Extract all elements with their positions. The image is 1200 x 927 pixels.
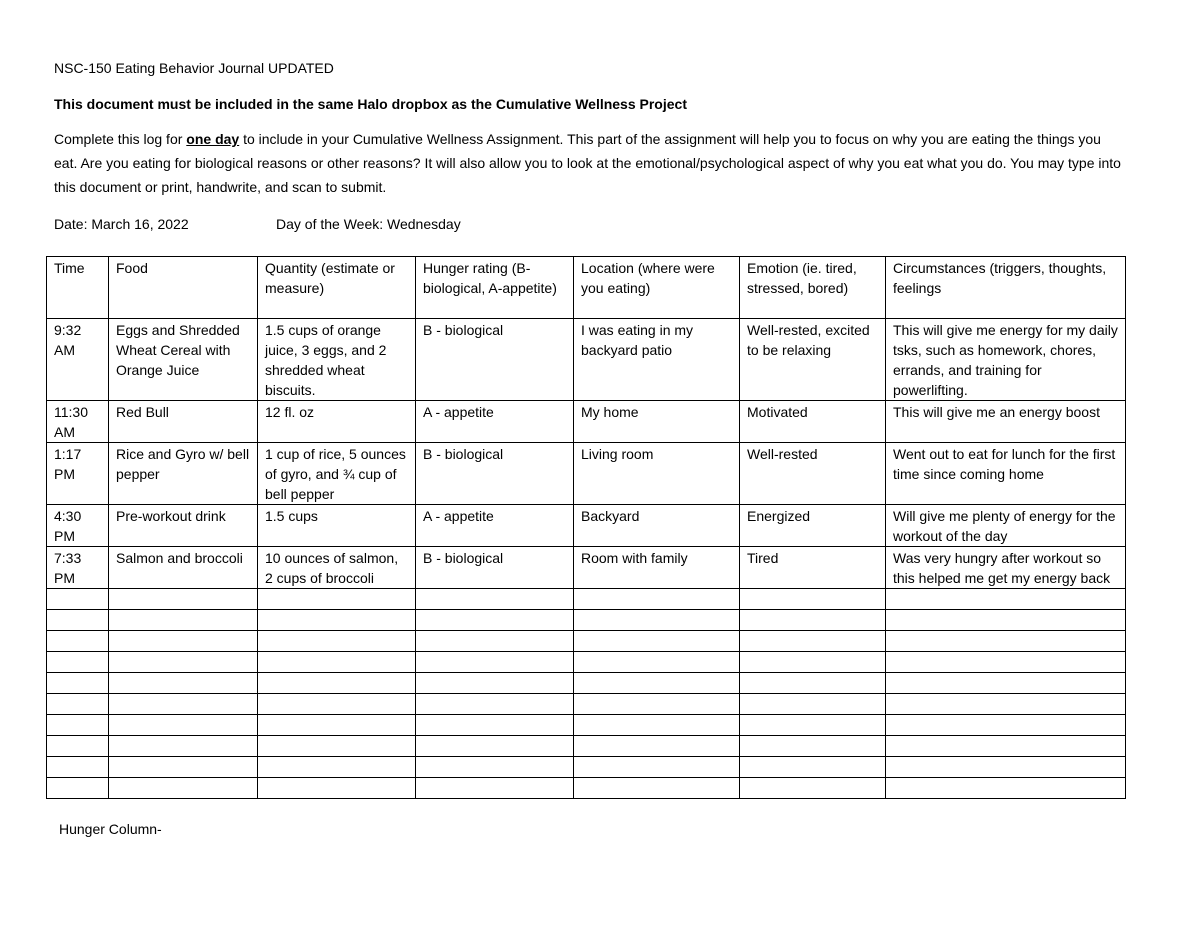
- cell-circumstances[interactable]: Will give me plenty of energy for the workout of the day: [886, 505, 1126, 547]
- empty-table-row: [47, 652, 1126, 673]
- empty-cell-time[interactable]: [47, 610, 109, 631]
- date-field: Date: March 16, 2022: [54, 216, 189, 232]
- empty-cell-food[interactable]: [109, 715, 258, 736]
- cell-hunger-rating[interactable]: B - biological: [416, 443, 574, 505]
- empty-cell-circumstances[interactable]: [886, 631, 1126, 652]
- cell-food[interactable]: Pre-workout drink: [109, 505, 258, 547]
- header-hunger-rating: Hunger rating (B-biological, A-appetite): [416, 257, 574, 319]
- cell-hunger-rating[interactable]: A - appetite: [416, 505, 574, 547]
- cell-quantity[interactable]: 1.5 cups: [258, 505, 416, 547]
- document-subtitle: This document must be included in the same Halo dropbox as the Cumulative Wellness Project: [54, 96, 687, 112]
- empty-cell-emotion[interactable]: [740, 631, 886, 652]
- empty-cell-hunger-rating[interactable]: [416, 673, 574, 694]
- empty-cell-emotion[interactable]: [740, 694, 886, 715]
- empty-cell-time[interactable]: [47, 652, 109, 673]
- empty-cell-hunger-rating[interactable]: [416, 589, 574, 610]
- cell-time[interactable]: 1:17 PM: [47, 443, 109, 505]
- instructions-paragraph: [54, 127, 1126, 199]
- empty-cell-quantity[interactable]: [258, 652, 416, 673]
- cell-food[interactable]: Rice and Gyro w/ bell pepper: [109, 443, 258, 505]
- empty-cell-emotion[interactable]: [740, 652, 886, 673]
- empty-cell-hunger-rating[interactable]: [416, 610, 574, 631]
- empty-cell-time[interactable]: [47, 589, 109, 610]
- empty-table-row: [47, 757, 1126, 778]
- table-header-row: [47, 257, 1126, 319]
- empty-cell-circumstances[interactable]: [886, 610, 1126, 631]
- instructions-text-end: to include in your Cumulative Wellness Assignment. This part of the assignment will help you to focus on why you are eating the things you eat. Are you eating for biological reasons or other reasons? It will also allow you to look at the emotional/psychological aspect of why you eat what you do. You may type into this document or print, handwrite, and scan to submit.: [54, 131, 1121, 195]
- cell-quantity[interactable]: 12 fl. oz: [258, 401, 416, 443]
- cell-time[interactable]: 9:32 AM: [47, 319, 109, 401]
- empty-cell-location[interactable]: [574, 736, 740, 757]
- cell-time[interactable]: 7:33 PM: [47, 547, 109, 589]
- empty-cell-time[interactable]: [47, 778, 109, 799]
- empty-cell-circumstances[interactable]: [886, 778, 1126, 799]
- empty-cell-location[interactable]: [574, 610, 740, 631]
- header-circumstances: Circumstances (triggers, thoughts, feelings: [886, 257, 1126, 319]
- cell-location[interactable]: Backyard: [574, 505, 740, 547]
- empty-cell-circumstances[interactable]: [886, 736, 1126, 757]
- empty-cell-food[interactable]: [109, 778, 258, 799]
- empty-cell-location[interactable]: [574, 694, 740, 715]
- empty-cell-quantity[interactable]: [258, 778, 416, 799]
- empty-cell-hunger-rating[interactable]: [416, 652, 574, 673]
- empty-cell-food[interactable]: [109, 610, 258, 631]
- instructions-text-start: Complete this log for: [54, 131, 187, 147]
- table-row: [47, 547, 1126, 589]
- cell-location[interactable]: Living room: [574, 443, 740, 505]
- cell-circumstances[interactable]: Went out to eat for lunch for the first time since coming home: [886, 443, 1126, 505]
- cell-emotion[interactable]: Well-rested, excited to be relaxing: [740, 319, 886, 401]
- day-of-week-field: Day of the Week: Wednesday: [276, 216, 461, 232]
- empty-cell-location[interactable]: [574, 778, 740, 799]
- empty-cell-location[interactable]: [574, 652, 740, 673]
- empty-cell-hunger-rating[interactable]: [416, 778, 574, 799]
- empty-cell-food[interactable]: [109, 652, 258, 673]
- cell-quantity[interactable]: 1.5 cups of orange juice, 3 eggs, and 2 shredded wheat biscuits.: [258, 319, 416, 401]
- cell-emotion[interactable]: Motivated: [740, 401, 886, 443]
- empty-cell-time[interactable]: [47, 715, 109, 736]
- table-row: [47, 319, 1126, 401]
- document-body: [54, 58, 1126, 236]
- empty-table-row: [47, 673, 1126, 694]
- empty-cell-time[interactable]: [47, 736, 109, 757]
- empty-cell-circumstances[interactable]: [886, 589, 1126, 610]
- cell-food[interactable]: Salmon and broccoli: [109, 547, 258, 589]
- empty-cell-emotion[interactable]: [740, 778, 886, 799]
- empty-cell-time[interactable]: [47, 673, 109, 694]
- cell-food[interactable]: Eggs and Shredded Wheat Cereal with Orange Juice: [109, 319, 258, 401]
- empty-cell-quantity[interactable]: [258, 694, 416, 715]
- cell-time[interactable]: 4:30 PM: [47, 505, 109, 547]
- cell-quantity[interactable]: 1 cup of rice, 5 ounces of gyro, and ¾ cup of bell pepper: [258, 443, 416, 505]
- empty-cell-quantity[interactable]: [258, 757, 416, 778]
- empty-cell-emotion[interactable]: [740, 610, 886, 631]
- cell-emotion[interactable]: Tired: [740, 547, 886, 589]
- empty-cell-location[interactable]: [574, 673, 740, 694]
- header-location: Location (where were you eating): [574, 257, 740, 319]
- empty-cell-time[interactable]: [47, 631, 109, 652]
- cell-hunger-rating[interactable]: B - biological: [416, 319, 574, 401]
- header-quantity: Quantity (estimate or measure): [258, 257, 416, 319]
- empty-cell-quantity[interactable]: [258, 673, 416, 694]
- empty-cell-hunger-rating[interactable]: [416, 757, 574, 778]
- cell-quantity[interactable]: 10 ounces of salmon, 2 cups of broccoli: [258, 547, 416, 589]
- cell-food[interactable]: Red Bull: [109, 401, 258, 443]
- cell-circumstances[interactable]: Was very hungry after workout so this helped me get my energy back: [886, 547, 1126, 589]
- document-title: NSC-150 Eating Behavior Journal UPDATED: [54, 60, 334, 76]
- empty-cell-time[interactable]: [47, 694, 109, 715]
- empty-cell-hunger-rating[interactable]: [416, 694, 574, 715]
- empty-cell-food[interactable]: [109, 736, 258, 757]
- empty-cell-location[interactable]: [574, 757, 740, 778]
- cell-location[interactable]: Room with family: [574, 547, 740, 589]
- empty-cell-location[interactable]: [574, 631, 740, 652]
- empty-table-row: [47, 589, 1126, 610]
- empty-cell-circumstances[interactable]: [886, 757, 1126, 778]
- empty-cell-food[interactable]: [109, 631, 258, 652]
- table-row: [47, 401, 1126, 443]
- cell-hunger-rating[interactable]: B - biological: [416, 547, 574, 589]
- empty-cell-emotion[interactable]: [740, 757, 886, 778]
- header-time: Time: [47, 257, 109, 319]
- empty-table-row: [47, 778, 1126, 799]
- empty-cell-food[interactable]: [109, 589, 258, 610]
- cell-location[interactable]: I was eating in my backyard patio: [574, 319, 740, 401]
- eating-journal-table: [46, 256, 1126, 799]
- empty-cell-quantity[interactable]: [258, 715, 416, 736]
- empty-cell-location[interactable]: [574, 715, 740, 736]
- empty-table-row: [47, 631, 1126, 652]
- cell-location[interactable]: My home: [574, 401, 740, 443]
- empty-cell-emotion[interactable]: [740, 715, 886, 736]
- empty-cell-food[interactable]: [109, 694, 258, 715]
- empty-table-row: [47, 694, 1126, 715]
- date-line: [54, 212, 1126, 236]
- empty-cell-circumstances[interactable]: [886, 673, 1126, 694]
- empty-cell-circumstances[interactable]: [886, 652, 1126, 673]
- header-emotion: Emotion (ie. tired, stressed, bored): [740, 257, 886, 319]
- empty-cell-circumstances[interactable]: [886, 694, 1126, 715]
- empty-cell-location[interactable]: [574, 589, 740, 610]
- empty-cell-circumstances[interactable]: [886, 715, 1126, 736]
- empty-cell-food[interactable]: [109, 673, 258, 694]
- empty-cell-food[interactable]: [109, 757, 258, 778]
- empty-cell-quantity[interactable]: [258, 631, 416, 652]
- cell-emotion[interactable]: Well-rested: [740, 443, 886, 505]
- table-row: [47, 505, 1126, 547]
- table-row: [47, 443, 1126, 505]
- empty-cell-hunger-rating[interactable]: [416, 631, 574, 652]
- cell-circumstances[interactable]: This will give me energy for my daily tsks, such as homework, chores, errands, and training for powerlifting.: [886, 319, 1126, 401]
- empty-table-row: [47, 715, 1126, 736]
- empty-table-row: [47, 736, 1126, 757]
- empty-cell-emotion[interactable]: [740, 589, 886, 610]
- empty-table-row: [47, 610, 1126, 631]
- empty-cell-hunger-rating[interactable]: [416, 715, 574, 736]
- instructions-emphasis: one day: [186, 131, 240, 147]
- cell-emotion[interactable]: Energized: [740, 505, 886, 547]
- cell-circumstances[interactable]: This will give me an energy boost: [886, 401, 1126, 443]
- empty-cell-quantity[interactable]: [258, 589, 416, 610]
- empty-cell-quantity[interactable]: [258, 736, 416, 757]
- empty-cell-emotion[interactable]: [740, 673, 886, 694]
- empty-cell-hunger-rating[interactable]: [416, 736, 574, 757]
- empty-cell-emotion[interactable]: [740, 736, 886, 757]
- empty-cell-quantity[interactable]: [258, 610, 416, 631]
- hunger-column-note: Hunger Column-: [59, 821, 162, 837]
- cell-hunger-rating[interactable]: A - appetite: [416, 401, 574, 443]
- cell-time[interactable]: 11:30 AM: [47, 401, 109, 443]
- empty-cell-time[interactable]: [47, 757, 109, 778]
- header-food: Food: [109, 257, 258, 319]
